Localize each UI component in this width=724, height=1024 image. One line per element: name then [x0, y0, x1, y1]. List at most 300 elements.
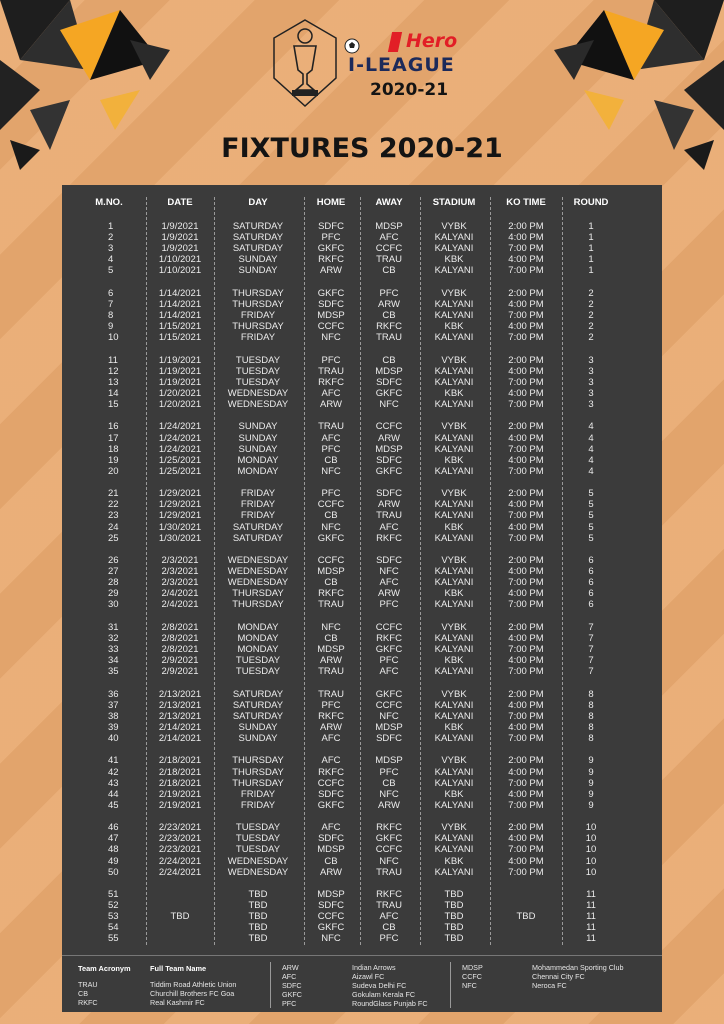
- match-date: 1/15/2021: [158, 332, 202, 344]
- match-number: 9: [108, 321, 114, 333]
- match-number: 31: [108, 621, 119, 633]
- ko-time: 7:00 PM: [508, 599, 544, 611]
- round: 1: [588, 221, 594, 232]
- round: 6: [588, 555, 594, 566]
- match-date: 1/25/2021: [158, 454, 202, 466]
- table-row: [62, 733, 662, 744]
- match-number: 45: [108, 799, 119, 811]
- ko-time: 2:00 PM: [508, 488, 544, 500]
- round: 4: [588, 421, 594, 433]
- round: 3: [588, 387, 594, 399]
- match-number: 30: [108, 599, 119, 611]
- away-team: AFC: [379, 232, 399, 244]
- home-team: CB: [324, 632, 338, 644]
- home-team: PFC: [321, 232, 341, 244]
- away-team: NFC: [379, 855, 399, 867]
- away-team: ARW: [378, 499, 400, 511]
- match-number: 34: [108, 655, 119, 667]
- table-row: [62, 711, 662, 722]
- stadium: KALYANI: [434, 443, 474, 455]
- round: 2: [588, 310, 594, 321]
- home-team: AFC: [321, 755, 341, 767]
- match-day: TUESDAY: [235, 833, 281, 845]
- table-row: [62, 722, 662, 733]
- away-team: RKFC: [376, 632, 402, 644]
- away-team: ARW: [378, 432, 400, 444]
- stadium: VYBK: [441, 755, 467, 767]
- match-date: 1/30/2021: [158, 532, 202, 544]
- match-number: 48: [108, 844, 119, 856]
- home-team: NFC: [321, 933, 341, 945]
- round: 11: [586, 933, 596, 945]
- legend-team-name: Aizawl FC: [352, 972, 385, 981]
- stadium: KALYANI: [434, 310, 474, 321]
- home-team: AFC: [321, 387, 341, 399]
- logo-area: [270, 18, 490, 110]
- home-team: MDSP: [317, 310, 345, 321]
- match-number: 43: [108, 777, 119, 789]
- legend-acronym: ARW: [282, 963, 299, 972]
- away-team: GKFC: [375, 688, 403, 700]
- match-number: 41: [108, 755, 119, 767]
- away-team: MDSP: [375, 755, 403, 767]
- round: 4: [588, 432, 594, 444]
- stadium: KALYANI: [434, 365, 474, 377]
- home-team: TRAU: [318, 688, 344, 700]
- ko-time: 7:00 PM: [508, 644, 544, 655]
- table-row: [62, 254, 662, 265]
- ko-time: 2:00 PM: [508, 755, 544, 767]
- match-day: TBD: [248, 911, 268, 923]
- away-team: CB: [382, 310, 396, 321]
- away-team: NFC: [379, 788, 399, 800]
- table-row: [62, 822, 662, 833]
- home-team: MDSP: [317, 566, 345, 578]
- ko-time: TBD: [516, 911, 536, 923]
- match-day: SATURDAY: [232, 221, 284, 232]
- home-team: NFC: [321, 332, 341, 344]
- match-day: TBD: [248, 922, 268, 934]
- round: 1: [588, 232, 594, 244]
- match-number: 18: [108, 443, 119, 455]
- match-date: 1/20/2021: [158, 387, 202, 399]
- match-number: 19: [108, 454, 119, 466]
- round: 11: [586, 911, 596, 923]
- ko-time: 2:00 PM: [508, 822, 544, 834]
- match-number: 16: [108, 421, 119, 433]
- match-day: TBD: [248, 900, 268, 912]
- round: 4: [588, 454, 594, 466]
- match-date: 2/14/2021: [158, 721, 202, 733]
- trophy-icon: [270, 18, 340, 110]
- legend-team-name: Tiddim Road Athletic Union: [150, 980, 237, 989]
- table-row: [62, 355, 662, 366]
- round: 1: [588, 265, 594, 277]
- round: 10: [585, 833, 597, 845]
- table-row: [62, 867, 662, 878]
- legend-col3-names: [532, 963, 624, 990]
- match-day: SUNDAY: [238, 254, 278, 266]
- table-row: [62, 900, 662, 911]
- away-team: PFC: [379, 599, 399, 611]
- table-row: [62, 566, 662, 577]
- ko-time: 4:00 PM: [508, 321, 544, 333]
- home-team: CCFC: [317, 321, 345, 333]
- legend-acronym: AFC: [282, 972, 297, 981]
- table-row: [62, 833, 662, 844]
- away-team: AFC: [379, 577, 399, 589]
- match-number: 32: [108, 632, 119, 644]
- hero-logo-text: Hero: [406, 30, 458, 52]
- home-team: SDFC: [318, 900, 344, 912]
- round: 8: [588, 688, 594, 700]
- stadium: VYBK: [441, 221, 467, 232]
- table-row: [62, 433, 662, 444]
- match-number: 10: [108, 332, 119, 344]
- ko-time: 4:00 PM: [508, 788, 544, 800]
- match-number: 50: [108, 866, 119, 878]
- table-row: [62, 299, 662, 310]
- table-row: [62, 767, 662, 778]
- legend-col1-acronyms: [78, 980, 98, 1007]
- ko-time: 4:00 PM: [508, 721, 544, 733]
- match-date: 1/24/2021: [158, 421, 202, 433]
- home-team: ARW: [320, 399, 342, 410]
- match-date: 1/10/2021: [158, 265, 202, 277]
- round: 4: [588, 465, 594, 477]
- match-date: 2/3/2021: [161, 577, 199, 589]
- match-day: WEDNESDAY: [227, 577, 289, 589]
- away-team: RKFC: [376, 889, 402, 900]
- match-day: WEDNESDAY: [227, 555, 289, 566]
- match-number: 22: [108, 499, 119, 511]
- match-number: 4: [108, 254, 114, 266]
- home-team: NFC: [321, 521, 341, 533]
- legend-acronym: CCFC: [462, 972, 482, 981]
- ko-time: 4:00 PM: [508, 365, 544, 377]
- match-date: 1/19/2021: [158, 365, 202, 377]
- match-number: 13: [108, 376, 119, 388]
- ko-time: 2:00 PM: [508, 421, 544, 433]
- home-team: ARW: [320, 655, 342, 667]
- match-day: SATURDAY: [232, 232, 284, 244]
- ko-time: 7:00 PM: [508, 733, 544, 744]
- stadium: KALYANI: [434, 265, 474, 277]
- stadium: VYBK: [441, 555, 467, 566]
- league-season: 2020-21: [370, 80, 449, 100]
- home-team: GKFC: [317, 922, 345, 934]
- match-number: 40: [108, 733, 119, 744]
- page-title: FIXTURES 2020-21: [221, 133, 503, 164]
- header-away: AWAY: [375, 197, 403, 208]
- ko-time: 4:00 PM: [508, 521, 544, 533]
- home-team: RKFC: [318, 766, 344, 778]
- match-day: MONDAY: [237, 465, 279, 477]
- ko-time: 2:00 PM: [508, 354, 544, 366]
- match-date: 1/29/2021: [158, 499, 202, 511]
- stadium: KALYANI: [434, 777, 474, 789]
- match-number: 38: [108, 710, 119, 722]
- match-number: 46: [108, 822, 119, 834]
- legend-acronym: MDSP: [462, 963, 483, 972]
- ko-time: 4:00 PM: [508, 387, 544, 399]
- table-row: [62, 778, 662, 789]
- away-team: GKFC: [375, 465, 403, 477]
- legend-col2-names: [352, 963, 428, 1008]
- table-row: [62, 755, 662, 766]
- stadium: KBK: [444, 454, 464, 466]
- match-number: 42: [108, 766, 119, 778]
- away-team: CB: [382, 777, 396, 789]
- match-day: TUESDAY: [235, 354, 281, 366]
- round: 9: [588, 788, 594, 800]
- table-row: [62, 666, 662, 677]
- legend-acronym: CB: [78, 989, 88, 998]
- table-row: [62, 388, 662, 399]
- away-team: PFC: [379, 655, 399, 667]
- table-row: [62, 399, 662, 410]
- ko-time: 7:00 PM: [508, 332, 544, 344]
- table-row: [62, 633, 662, 644]
- round: 1: [588, 254, 594, 266]
- match-date: 2/24/2021: [158, 866, 202, 878]
- stadium: VYBK: [441, 688, 467, 700]
- away-team: CB: [382, 354, 396, 366]
- ko-time: 2:00 PM: [508, 621, 544, 633]
- match-date: 1/24/2021: [158, 432, 202, 444]
- home-team: NFC: [321, 621, 341, 633]
- table-row: [62, 232, 662, 243]
- away-team: ARW: [378, 588, 400, 600]
- round: 9: [588, 777, 594, 789]
- table-row: [62, 288, 662, 299]
- away-team: SDFC: [376, 376, 402, 388]
- stadium: KALYANI: [434, 766, 474, 778]
- away-team: MDSP: [375, 365, 403, 377]
- ko-time: 2:00 PM: [508, 221, 544, 232]
- header-mno: M.NO.: [95, 197, 123, 208]
- away-team: MDSP: [375, 443, 403, 455]
- stadium: TBD: [444, 922, 464, 934]
- match-number: 35: [108, 666, 119, 678]
- match-number: 39: [108, 721, 119, 733]
- round: 5: [588, 510, 594, 522]
- away-team: CCFC: [375, 844, 403, 856]
- stadium: KALYANI: [434, 510, 474, 522]
- home-team: MDSP: [317, 889, 345, 900]
- home-team: PFC: [321, 443, 341, 455]
- match-day: WEDNESDAY: [227, 387, 289, 399]
- round: 7: [588, 621, 594, 633]
- stadium: KBK: [444, 788, 464, 800]
- match-date: 2/3/2021: [161, 566, 199, 578]
- legend-acronym: TRAU: [78, 980, 98, 989]
- round: 9: [588, 799, 594, 811]
- away-team: TRAU: [376, 510, 402, 522]
- table-row: [62, 455, 662, 466]
- round: 6: [588, 599, 594, 611]
- match-number: 33: [108, 644, 119, 655]
- ko-time: 7:00 PM: [508, 710, 544, 722]
- stadium: KBK: [444, 855, 464, 867]
- home-team: RKFC: [318, 254, 344, 266]
- home-team: RKFC: [318, 376, 344, 388]
- stadium: KALYANI: [434, 432, 474, 444]
- stadium: KBK: [444, 655, 464, 667]
- match-number: 49: [108, 855, 119, 867]
- match-number: 12: [108, 365, 119, 377]
- header-day: DAY: [248, 197, 268, 208]
- round: 9: [588, 766, 594, 778]
- ko-time: 7:00 PM: [508, 577, 544, 589]
- round: 6: [588, 588, 594, 600]
- home-team: MDSP: [317, 844, 345, 856]
- match-date: 1/9/2021: [161, 232, 199, 244]
- ko-time: 2:00 PM: [508, 287, 544, 299]
- match-day: SUNDAY: [238, 443, 278, 455]
- round: 7: [588, 655, 594, 667]
- match-day: MONDAY: [237, 644, 279, 655]
- match-number: 37: [108, 699, 119, 711]
- round: 7: [588, 644, 594, 655]
- legend-col2-acronyms: [282, 963, 302, 1008]
- round: 2: [588, 298, 594, 310]
- table-row: [62, 555, 662, 566]
- round: 10: [585, 855, 597, 867]
- header-round: ROUND: [573, 197, 609, 208]
- ko-time: 7:00 PM: [508, 265, 544, 277]
- home-team: GKFC: [317, 287, 345, 299]
- match-number: 26: [108, 555, 119, 566]
- match-date: 1/10/2021: [158, 254, 202, 266]
- stadium: KALYANI: [434, 866, 474, 878]
- match-date: 1/9/2021: [161, 221, 199, 232]
- match-number: 17: [108, 432, 119, 444]
- match-day: SATURDAY: [232, 532, 284, 544]
- round: 2: [588, 287, 594, 299]
- home-team: ARW: [320, 721, 342, 733]
- match-date: 1/29/2021: [158, 510, 202, 522]
- match-date: 2/23/2021: [158, 833, 202, 845]
- match-date: 1/25/2021: [158, 465, 202, 477]
- match-date: 2/13/2021: [158, 710, 202, 722]
- table-row: [62, 644, 662, 655]
- hero-logo-mark: [388, 32, 402, 52]
- round: 5: [588, 499, 594, 511]
- match-day: THURSDAY: [232, 777, 284, 789]
- stadium: KALYANI: [434, 666, 474, 678]
- match-day: SATURDAY: [232, 243, 284, 255]
- home-team: NFC: [321, 465, 341, 477]
- ko-time: 7:00 PM: [508, 799, 544, 811]
- ko-time: 4:00 PM: [508, 454, 544, 466]
- round: 2: [588, 321, 594, 333]
- home-team: TRAU: [318, 599, 344, 611]
- match-day: SATURDAY: [232, 699, 284, 711]
- ko-time: 4:00 PM: [508, 588, 544, 600]
- stadium: VYBK: [441, 822, 467, 834]
- stadium: KALYANI: [434, 532, 474, 544]
- match-number: 6: [108, 287, 114, 299]
- away-team: SDFC: [376, 555, 402, 566]
- home-team: CB: [324, 577, 338, 589]
- match-date: 2/18/2021: [158, 755, 202, 767]
- match-date: 2/18/2021: [158, 766, 202, 778]
- table-row: [62, 789, 662, 800]
- ko-time: 7:00 PM: [508, 866, 544, 878]
- ko-time: 2:00 PM: [508, 688, 544, 700]
- table-row: [62, 599, 662, 610]
- match-number: 14: [108, 387, 119, 399]
- stadium: KALYANI: [434, 699, 474, 711]
- table-row: [62, 221, 662, 232]
- match-day: SUNDAY: [238, 421, 278, 433]
- stadium: TBD: [444, 933, 464, 945]
- match-day: THURSDAY: [232, 766, 284, 778]
- away-team: NFC: [379, 399, 399, 410]
- home-team: ARW: [320, 265, 342, 277]
- home-team: AFC: [321, 733, 341, 744]
- away-team: TRAU: [376, 254, 402, 266]
- match-day: TBD: [248, 889, 268, 900]
- table-row: [62, 689, 662, 700]
- away-team: NFC: [379, 566, 399, 578]
- round: 8: [588, 710, 594, 722]
- ko-time: 4:00 PM: [508, 655, 544, 667]
- ko-time: 4:00 PM: [508, 699, 544, 711]
- stadium: VYBK: [441, 421, 467, 433]
- match-day: MONDAY: [237, 621, 279, 633]
- table-row: [62, 488, 662, 499]
- match-number: 20: [108, 465, 119, 477]
- match-date: 2/8/2021: [161, 644, 199, 655]
- match-day: THURSDAY: [232, 298, 284, 310]
- stadium: KALYANI: [434, 733, 474, 744]
- stadium: TBD: [444, 900, 464, 912]
- stadium: VYBK: [441, 488, 467, 500]
- ko-time: 4:00 PM: [508, 432, 544, 444]
- match-day: FRIDAY: [240, 788, 276, 800]
- home-team: SDFC: [318, 221, 344, 232]
- match-day: TUESDAY: [235, 655, 281, 667]
- round: 3: [588, 365, 594, 377]
- match-date: 2/13/2021: [158, 699, 202, 711]
- home-team: CCFC: [317, 499, 345, 511]
- match-number: 54: [108, 922, 119, 934]
- match-number: 44: [108, 788, 119, 800]
- stadium: KALYANI: [434, 465, 474, 477]
- ko-time: 7:00 PM: [508, 777, 544, 789]
- home-team: CCFC: [317, 777, 345, 789]
- ko-time: 4:00 PM: [508, 254, 544, 266]
- match-day: THURSDAY: [232, 287, 284, 299]
- legend-separator: [270, 962, 271, 1008]
- match-number: 11: [108, 354, 118, 366]
- tbd-date-ko-row: [62, 911, 662, 922]
- stadium: VYBK: [441, 287, 467, 299]
- match-day: THURSDAY: [232, 588, 284, 600]
- table-row: [62, 510, 662, 521]
- legend-col1-names: [150, 980, 236, 1007]
- round: 5: [588, 532, 594, 544]
- ko-time: 4:00 PM: [508, 855, 544, 867]
- legend-team-name: Sudeva Delhi FC: [352, 981, 407, 990]
- match-number: 25: [108, 532, 119, 544]
- match-number: 3: [108, 243, 114, 255]
- match-day: TUESDAY: [235, 666, 281, 678]
- football-icon: [344, 38, 360, 54]
- legend-acronym: NFC: [462, 981, 477, 990]
